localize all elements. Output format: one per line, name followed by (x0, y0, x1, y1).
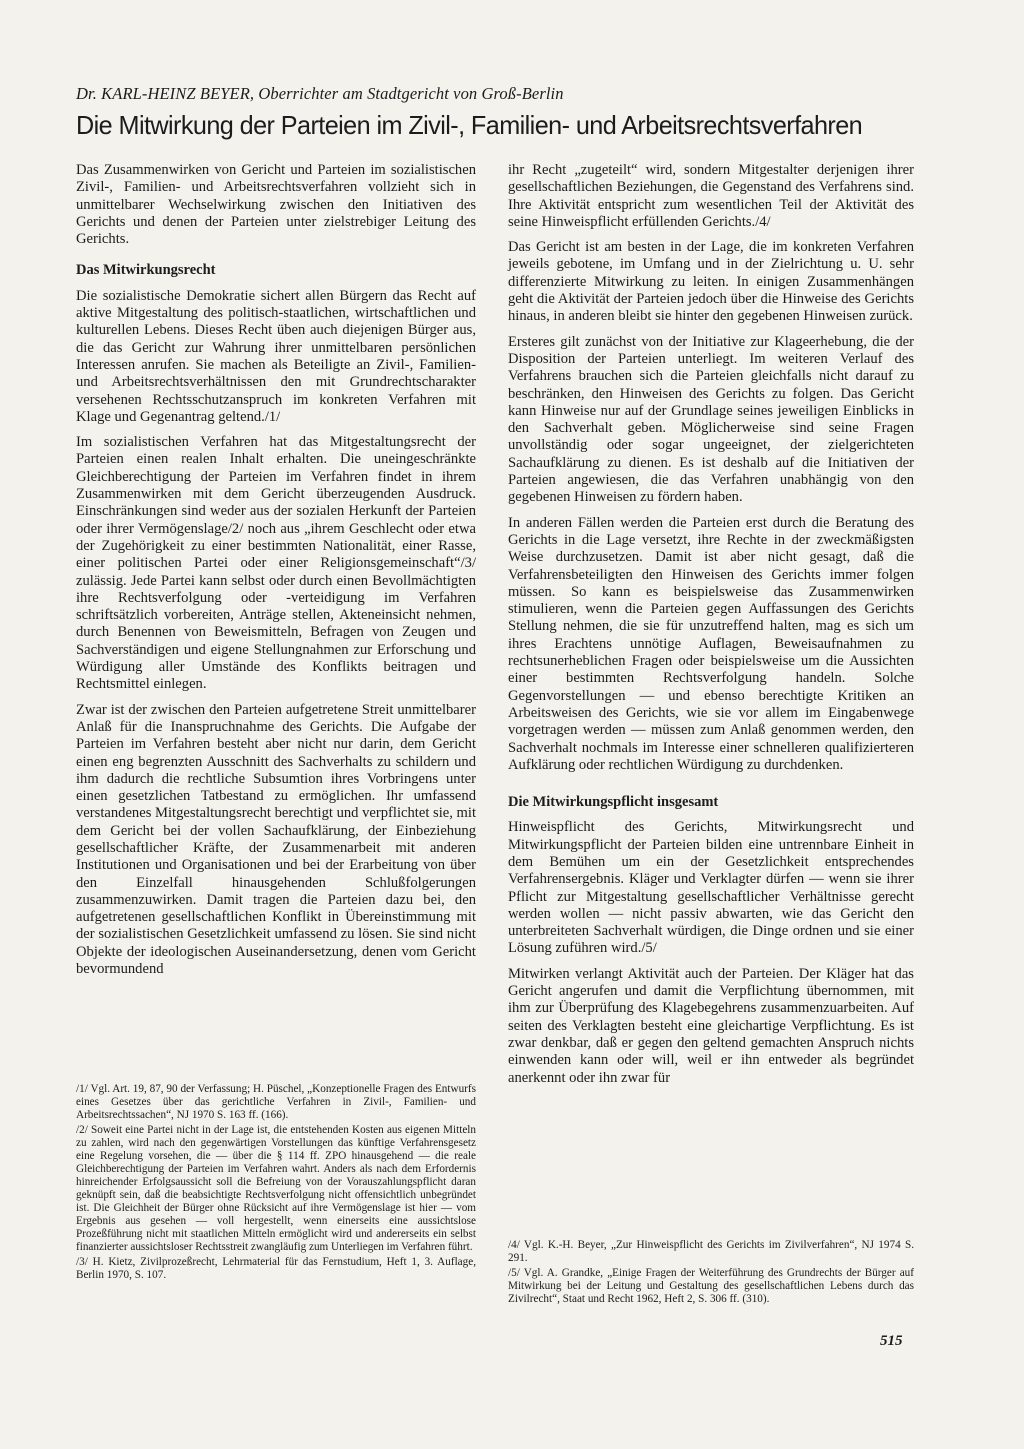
page-number: 515 (880, 1333, 903, 1349)
body-paragraph: Die sozialistische Demokratie sichert allen Bürgern das Recht auf aktive Mitgestaltung des politisch-staatlichen, wirtschaftlichen und kulturellen Lebens. Dieses Recht üben auch diejenigen Bürger aus, die das Gericht zur Wahrung ihrer unmittelbaren persönlichen Interessen anrufen. Sie machen als Beteiligte an Zivil-, Familien- und Arbeitsrechtsverhältnissen den mit Grundrechtscharakter versehenen Rechtsschutzanspruch im konkreten Verfahren mit Klage und Gegenantrag geltend./1/ (76, 287, 476, 425)
footnote: /5/ Vgl. A. Grandke, „Einige Fragen der Weiterführung des Grundrechts der Bürger auf Mitwirkung bei der Leitung und Gestaltung des gesellschaftlichen Lebens durch das Zivilrecht“, Staat und Recht 1962, Heft 2, S. 306 ff. (310). (508, 1267, 914, 1305)
intro-paragraph: Das Zusammenwirken von Gericht und Parteien im sozialistischen Zivil-, Familien- und Arbeitsrechtsverfahren vollzieht sich in unmittelbarer Wechselwirkung zwischen den Initiativen des Gerichts und denen der Parteien unter zielstrebiger Leitung des Gerichts. (76, 162, 476, 248)
body-paragraph: Das Gericht ist am besten in der Lage, die im konkreten Verfahren jeweils gebotene, im Umfang und in der Zielrichtung u. U. sehr differenzierte Mitwirkung zu leiten. In einigen Zusammenhängen geht die Aktivität der Parteien jedoch über die Hinweise des Gerichts hinaus, in anderen bleibt sie hinter den gegebenen Hinweisen zurück. (508, 239, 914, 325)
right-column (508, 162, 914, 1095)
body-paragraph: In anderen Fällen werden die Parteien erst durch die Beratung des Gerichts in die Lage versetzt, ihre Rechte in der zweckmäßigsten Weise durchzusetzen. Damit ist aber nicht gesagt, daß die Verfahrensbeteiligten den Hinweisen des Gerichts immer folgen müssen. So kann es beispielsweise das Zusammenwirken stimulieren, wenn die Parteien gegen Auffassungen des Gerichts Stellung nehmen, die sie für unzutreffend halten, mag es sich um ihres Erachtens unnötige Auflagen, Beweisaufnahmen zu rechtsunerheblichen Fragen oder beispielsweise um die Aussichten einer bestimmten Rechtsverfolgung handeln. Solche Gegenvorstellungen — und ebenso berechtigte Kritiken an Arbeitsweisen des Gerichts, wie sie vor allem im Eingabenwege vorgetragen werden — müssen zum Anlaß genommen werden, den Sachverhalt nochmals im Interesse einer schnelleren qualifizierteren Aufklärung oder rechtlichen Würdigung zu durchdenken. (508, 514, 914, 773)
left-column (76, 162, 476, 986)
footnote: /2/ Soweit eine Partei nicht in der Lage ist, die entstehenden Kosten aus eigenen Mitteln zu zahlen, wird nach den gegenwärtigen Vorstellungen das künftige Verfahrensgesetz eine Regelung vorsehen, die — über die § 114 ff. ZPO hinausgehend — die reale Gleichberechtigung der Parteien im Verfahren wahrt. Anders als nach dem Erfordernis hinreichender Erfolgsaussicht soll die Befreiung von der Vorauszahlungspflicht daran geknüpft sein, daß die beabsichtigte Rechtsverfolgung nicht offensichtlich unbegründet ist. Die Gleichheit der Bürger ohne Rücksicht auf ihre Vermögenslage ist hier — vom Ergebnis aus gesehen — voll hergestellt, wenn einerseits eine aussichtslose Prozeßführung nicht mit staatlichen Mitteln ermöglicht wird und andererseits ein selbst finanzierter aussichtsloser Rechtsstreit zwangläufig zum Unterliegen im Verfahren führt. (76, 1124, 476, 1253)
footnote: /4/ Vgl. K.-H. Beyer, „Zur Hinweispflicht des Gerichts im Zivilverfahren“, NJ 1974 S. 291. (508, 1239, 914, 1264)
footnotes-right (508, 1239, 914, 1308)
body-paragraph: Mitwirken verlangt Aktivität auch der Parteien. Der Kläger hat das Gericht angerufen und damit die Verpflichtung übernommen, mit ihm zur Überprüfung des Klagebegehrens zusammenzuarbeiten. Auf seiten des Verklagten besteht eine gleichartige Verpflichtung. Es ist zwar denkbar, daß er gegen den geltend gemachten Anspruch nichts einwenden kann oder will, weil er ihn entweder als begründet anerkennt oder ihn zwar für (508, 965, 914, 1086)
body-paragraph: Hinweispflicht des Gerichts, Mitwirkungsrecht und Mitwirkungspflicht der Parteien bilden eine untrennbare Einheit in dem Bemühen um ein der Gesetzlichkeit entsprechendes Verfahrensergebnis. Kläger und Verklagter dürfen — wenn sie ihrer Pflicht zur Mitgestaltung gesellschaftlicher Verhältnisse gerecht werden wollen — nicht passiv abwarten, wie das Gericht den unterbreiteten Sachverhalt würdigen, die Dinge ordnen und sie einer Lösung zuführen wird./5/ (508, 819, 914, 957)
body-paragraph: ihr Recht „zugeteilt“ wird, sondern Mitgestalter derjenigen ihrer gesellschaftlichen Beziehungen, die Gegenstand des Verfahrens sind. Ihre Aktivität entspricht zum wesentlichen Teil der Aktivität des seine Hinweispflicht erfüllenden Gerichts./4/ (508, 162, 914, 230)
author-line: Dr. KARL-HEINZ BEYER, Oberrichter am Stadtgericht von Groß-Berlin (76, 84, 564, 103)
section-heading-mitwirkungsrecht: Das Mitwirkungsrecht (76, 262, 216, 279)
body-paragraph: Zwar ist der zwischen den Parteien aufgetretene Streit unmittelbarer Anlaß für die Inanspruchnahme des Gerichts. Die Aufgabe der Parteien im Verfahren besteht aber nicht nur darin, dem Gericht einen eng begrenzten Ausschnitt des Sachverhalts zu schildern und ihm dadurch die rechtliche Subsumtion ihres Vorbringens unter einen gesetzlichen Tatbestand zu ermöglichen. Ihr umfassend verstandenes Mitgestaltungsrecht berechtigt und verpflichtet sie, mit dem Gericht bei der vollen Sachaufklärung, der Einbeziehung gesellschaftlicher Kräfte, der Zusammenarbeit mit anderen Institutionen und Organisationen und bei der Erarbeitung von über den Einzelfall hinausgehenden Schlußfolgerungen zusammenzuwirken. Damit tragen die Parteien dazu bei, den aufgetretenen gesellschaftlichen Konflikt in Übereinstimmung mit der sozialistischen Gesetzlichkeit umfassend zu lösen. Sie sind nicht Objekte der ideologischen Auseinandersetzung, denen vom Gericht bevormundend (76, 701, 476, 978)
footnotes-left (76, 1083, 476, 1284)
body-paragraph: Im sozialistischen Verfahren hat das Mitgestaltungsrecht der Parteien einen realen Inhalt erhalten. Die uneingeschränkte Gleichberechtigung der Parteien im Verfahren findet in ihrem Zusammenwirken mit dem Gericht überzeugenden Ausdruck. Einschränkungen sind weder aus der sozialen Herkunft der Parteien oder ihrer Vermögenslage/2/ noch aus „ihrem Geschlecht oder etwa der Zugehörigkeit zu einer bestimmten Nationalität, einer Rasse, einer politischen Partei oder einer Religionsgemeinschaft“/3/ zulässig. Jede Partei kann selbst oder durch einen Bevollmächtigten ihre Rechtsverfolgung oder -verteidigung im Verfahren schriftsätzlich vorbereiten, Anträge stellen, Akteneinsicht nehmen, durch Benennen von Beweismitteln, Befragen von Zeugen und Sachverständigen und eigene Stellungnahmen zur Erforschung und Würdigung aller Umstände des Konflikts beitragen und Rechtsmittel einlegen. (76, 434, 476, 693)
section-heading-mitwirkungspflicht: Die Mitwirkungspflicht insgesamt (508, 794, 719, 811)
article-title: Die Mitwirkung der Parteien im Zivil-, Familien- und Arbeitsrechtsverfahren (76, 110, 863, 140)
body-paragraph: Ersteres gilt zunächst von der Initiative zur Klageerhebung, die der Disposition der Parteien unterliegt. Im weiteren Verlauf des Verfahrens brauchen sich die Parteien gleichfalls nicht darauf zu beschränken, den Hinweisen des Gerichts zu folgen. Das Gericht kann Hinweise nur auf der Grundlage seines jeweiligen Einblicks in den Sachverhalt geben. Möglicherweise sind seine Fragen unvollständig oder sogar ungeeignet, der zielgerichteten Sachaufklärung zu dienen. Es ist deshalb auf die Initiativen der Parteien angewiesen, die das Verfahren unabhängig von den gegebenen Hinweisen zu fördern haben. (508, 333, 914, 506)
footnote: /1/ Vgl. Art. 19, 87, 90 der Verfassung; H. Püschel, „Konzeptionelle Fragen des Entwurfs eines Gesetzes über das gerichtliche Verfahren in Zivil-, Familien- und Arbeitsrechtssachen“, NJ 1970 S. 163 ff. (166). (76, 1083, 476, 1121)
footnote: /3/ H. Kietz, Zivilprozeßrecht, Lehrmaterial für das Fernstudium, Heft 1, 3. Auflage, Berlin 1970, S. 107. (76, 1256, 476, 1281)
